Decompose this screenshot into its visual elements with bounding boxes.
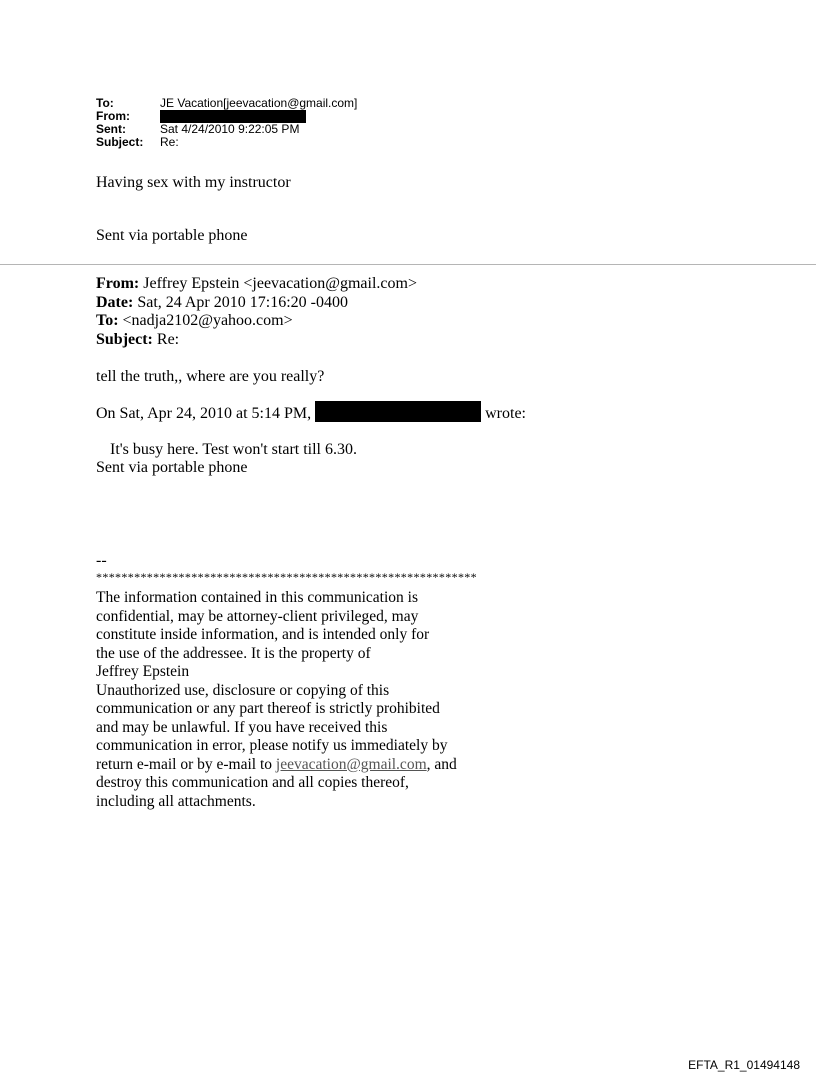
disclaimer-line: and may be unlawful. If you have received this — [96, 718, 388, 736]
quoted-to-value: <nadja2102@yahoo.com> — [118, 312, 293, 329]
quoted-to-row — [96, 312, 417, 331]
quoted-text-line: It's busy here. Test won't start till 6.30. — [110, 441, 357, 458]
asterisk-line: ************************************************************ — [96, 570, 477, 584]
quote-wrote: wrote: — [481, 405, 526, 422]
redaction-box — [315, 401, 481, 422]
quoted-date-label: Date: — [96, 293, 134, 311]
email-header — [96, 97, 357, 149]
to-value: JE Vacation[jeevacation@gmail.com] — [160, 96, 358, 110]
quoted-signature-line: Sent via portable phone — [96, 459, 248, 476]
divider — [0, 264, 816, 265]
disclaimer-line: communication or any part thereof is strictly prohibited — [96, 700, 440, 717]
disclaimer-line — [96, 756, 457, 775]
quoted-from-value: Jeffrey Epstein <jeevacation@gmail.com> — [139, 275, 417, 292]
quoted-subject-label: Subject: — [96, 330, 153, 348]
sent-label: Sent: — [96, 122, 126, 136]
disclaimer-line: Unauthorized use, disclosure or copying of this — [96, 681, 390, 699]
disclaimer-line: The information contained in this communication is — [96, 589, 418, 606]
confidentiality-disclaimer — [96, 589, 457, 811]
email-signature-line: Sent via portable phone — [96, 227, 248, 244]
quoted-date-row — [96, 294, 417, 313]
quoted-subject-value: Re: — [152, 330, 180, 348]
to-row — [96, 97, 357, 110]
quoted-email-header — [96, 275, 417, 349]
subject-label: Subject: — [96, 135, 144, 149]
subject-row — [96, 136, 357, 149]
signature-separator: -- — [96, 552, 107, 569]
quoted-email-body: tell the truth,, where are you really? — [96, 368, 325, 385]
disclaimer-line: Jeffrey Epstein — [96, 663, 190, 680]
sent-value: Sat 4/24/2010 9:22:05 PM — [160, 122, 300, 136]
subject-value: Re: — [160, 135, 179, 149]
quoted-date-value: Sat, 24 Apr 2010 17:16:20 -0400 — [133, 293, 348, 311]
quote-intro-line — [96, 401, 526, 423]
return-prefix: return e-mail or by e-mail to — [96, 755, 276, 773]
disclaimer-line: communication in error, please notify us immediately by — [96, 737, 448, 754]
disclaimer-line: confidential, may be attorney-client privileged, may — [96, 607, 419, 625]
quote-intro: On Sat, Apr 24, 2010 at 5:14 PM, — [96, 405, 316, 422]
disclaimer-line: destroy this communication and all copies thereof, — [96, 774, 409, 791]
disclaimer-line: constitute inside information, and is intended only for — [96, 626, 430, 643]
email-link[interactable]: jeevacation@gmail.com — [275, 755, 427, 773]
email-body-line: Having sex with my instructor — [96, 174, 291, 191]
quoted-to-label: To: — [96, 312, 119, 329]
from-label: From: — [96, 109, 130, 123]
disclaimer-line: including all attachments. — [96, 792, 256, 810]
return-suffix: , and — [426, 755, 457, 773]
disclaimer-line: the use of the addressee. It is the property of — [96, 644, 371, 662]
document-id: EFTA_R1_01494148 — [688, 1058, 800, 1072]
to-label: To: — [96, 96, 114, 110]
quoted-from-row — [96, 275, 417, 294]
quoted-from-label: From: — [96, 275, 140, 292]
quoted-subject-row — [96, 331, 417, 350]
